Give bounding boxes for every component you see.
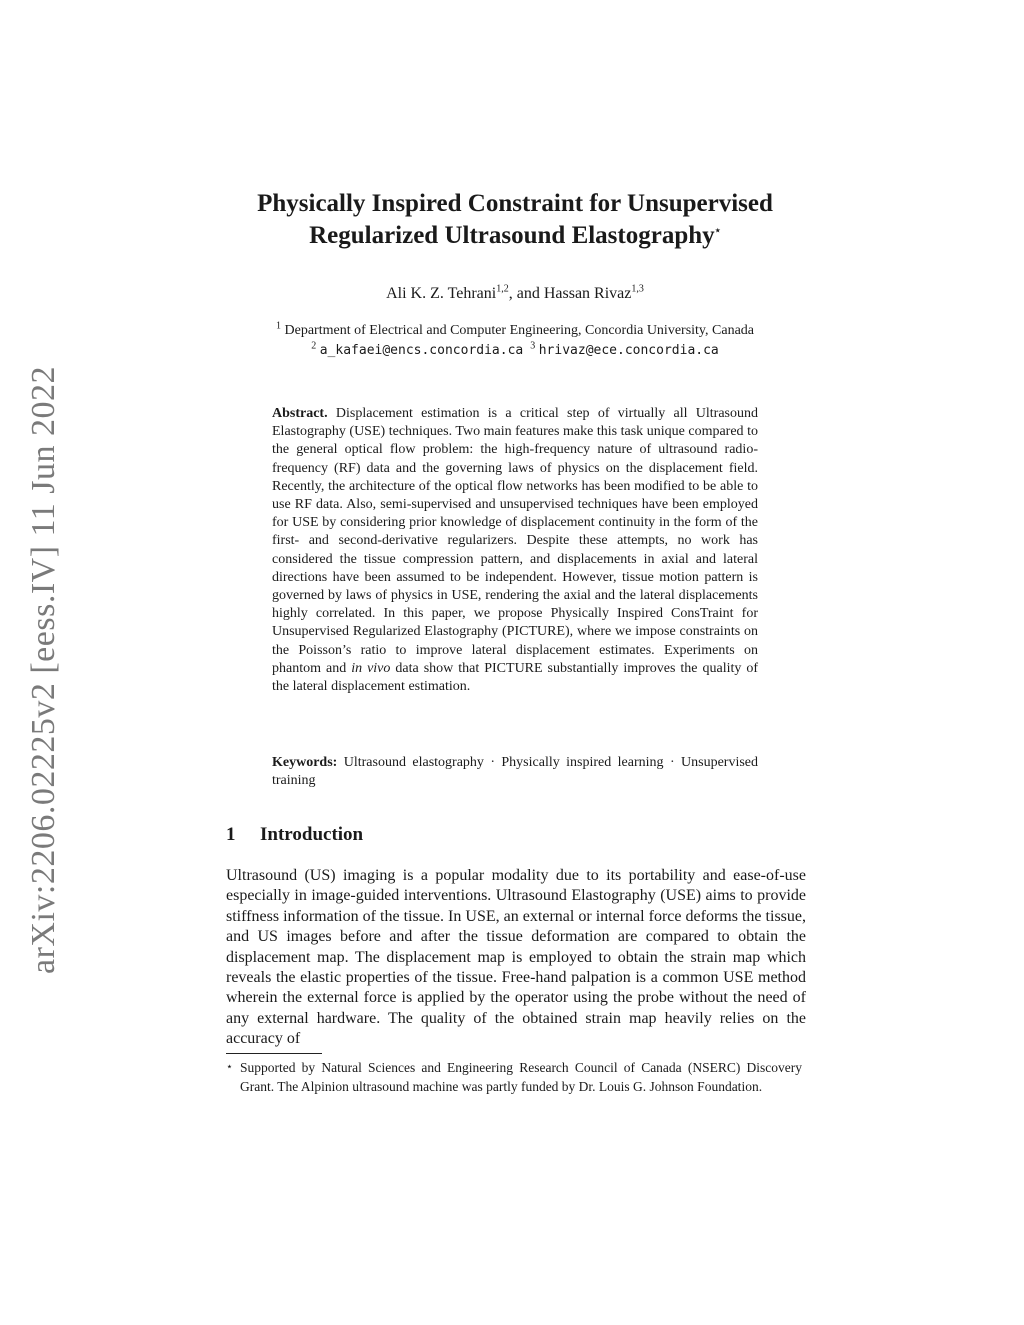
author-joiner: , and Hassan Rivaz: [508, 285, 632, 302]
keywords-text: Ultrasound elastography · Physically inspired learning · Unsupervised training: [272, 755, 759, 789]
arxiv-id: arXiv:2206.02225v2 [eess.IV] 11 Jun 2022: [25, 366, 62, 974]
section-title: Introduction: [260, 824, 364, 845]
affiliation-2-marker: 2: [311, 340, 317, 352]
affiliation-3-marker: 3: [530, 340, 536, 352]
abstract-label: Abstract.: [272, 406, 328, 421]
affiliation-1-marker: 1: [276, 320, 281, 332]
title-footnote-marker: ⋆: [714, 225, 721, 237]
abstract: [272, 405, 758, 696]
section-heading: [226, 824, 363, 846]
keywords: [272, 754, 758, 790]
keywords-label: Keywords:: [272, 755, 338, 770]
abstract-text-a: Displacement estimation is a critical step of virtually all Ultrasound Elastography (USE) techniques. Two main features make this task unique compared to the general optical flow problem: the high-frequency nature of ultrasound radio-frequency (RF) data and the governing laws of physics on the displacement field. Recently, the architecture of the optical flow networks has been modified to be able to use RF data. Also, semi-supervised and unsupervised techniques have been employed for USE by considering prior knowledge of displacement continuity in the form of the first- and second-derivative regularizers. Despite these attempts, no work has considered the tissue compression pattern, and displacements in axial and lateral directions have been assumed to be independent. However, tissue motion pattern is governed by laws of physics in USE, rendering the axial and the lateral displacements highly correlated. In this paper, we propose Physically Inspired ConsTraint for Unsupervised Regularized Elastography (PICTURE), where we impose constraints on the Poisson’s ratio to improve lateral displacement estimates. Experiments on phantom and: [272, 406, 758, 676]
affiliation-emails: [180, 341, 850, 361]
author-list: [180, 285, 850, 303]
footnote-rule: [226, 1053, 322, 1054]
abstract-text-b: data show that PICTURE substantially improves the quality of the lateral displacement estimation.: [272, 660, 759, 695]
email-author-2[interactable]: hrivaz@ece.concordia.ca: [538, 343, 719, 358]
footnote-marker: ⋆: [226, 1061, 233, 1073]
affiliations: [180, 321, 850, 361]
title-line-1: Physically Inspired Constraint for Unsupervised: [257, 190, 773, 217]
author-1: Ali K. Z. Tehrani: [386, 285, 497, 302]
email-author-1[interactable]: a_kafaei@encs.concordia.ca: [319, 343, 524, 358]
introduction-paragraph: Ultrasound (US) imaging is a popular modality due to its portability and ease-of-use especially in image-guided interventions. Ultrasound Elastography (USE) aims to provide stiffness information of the tissue. In USE, an external or internal force deforms the tissue, and US images before and after the tissue deformation are compared to obtain the displacement map. The displacement map is employed to obtain the strain map which reveals the elastic properties of the tissue. Free-hand palpation is a common USE method wherein the external force is applied by the operator using the probe without the need of any external hardware. The quality of the obtained strain map heavily relies on the accuracy of: [226, 867, 806, 1048]
abstract-emphasis: in vivo: [351, 660, 391, 676]
author-1-affil: 1,2: [496, 283, 509, 295]
footnote-text: Supported by Natural Sciences and Engineering Research Council of Canada (NSERC) Discovery Grant. The Alpinion ultrasound machine was partly funded by Dr. Louis G. Johnson Foundation.: [240, 1060, 802, 1094]
title-line-2: [180, 220, 850, 252]
title-line-2-text: Regularized Ultrasound Elastography: [309, 222, 715, 249]
affiliation-1-text: Department of Electrical and Computer Engineering, Concordia University, Canada: [284, 323, 754, 338]
affiliation-1: [180, 321, 850, 341]
arxiv-sidebar-stamp: [12, 360, 76, 980]
footnote: [226, 1058, 806, 1096]
section-number: 1: [226, 824, 236, 845]
author-2-affil: 1,3: [631, 283, 644, 295]
paper-title: [180, 188, 850, 252]
